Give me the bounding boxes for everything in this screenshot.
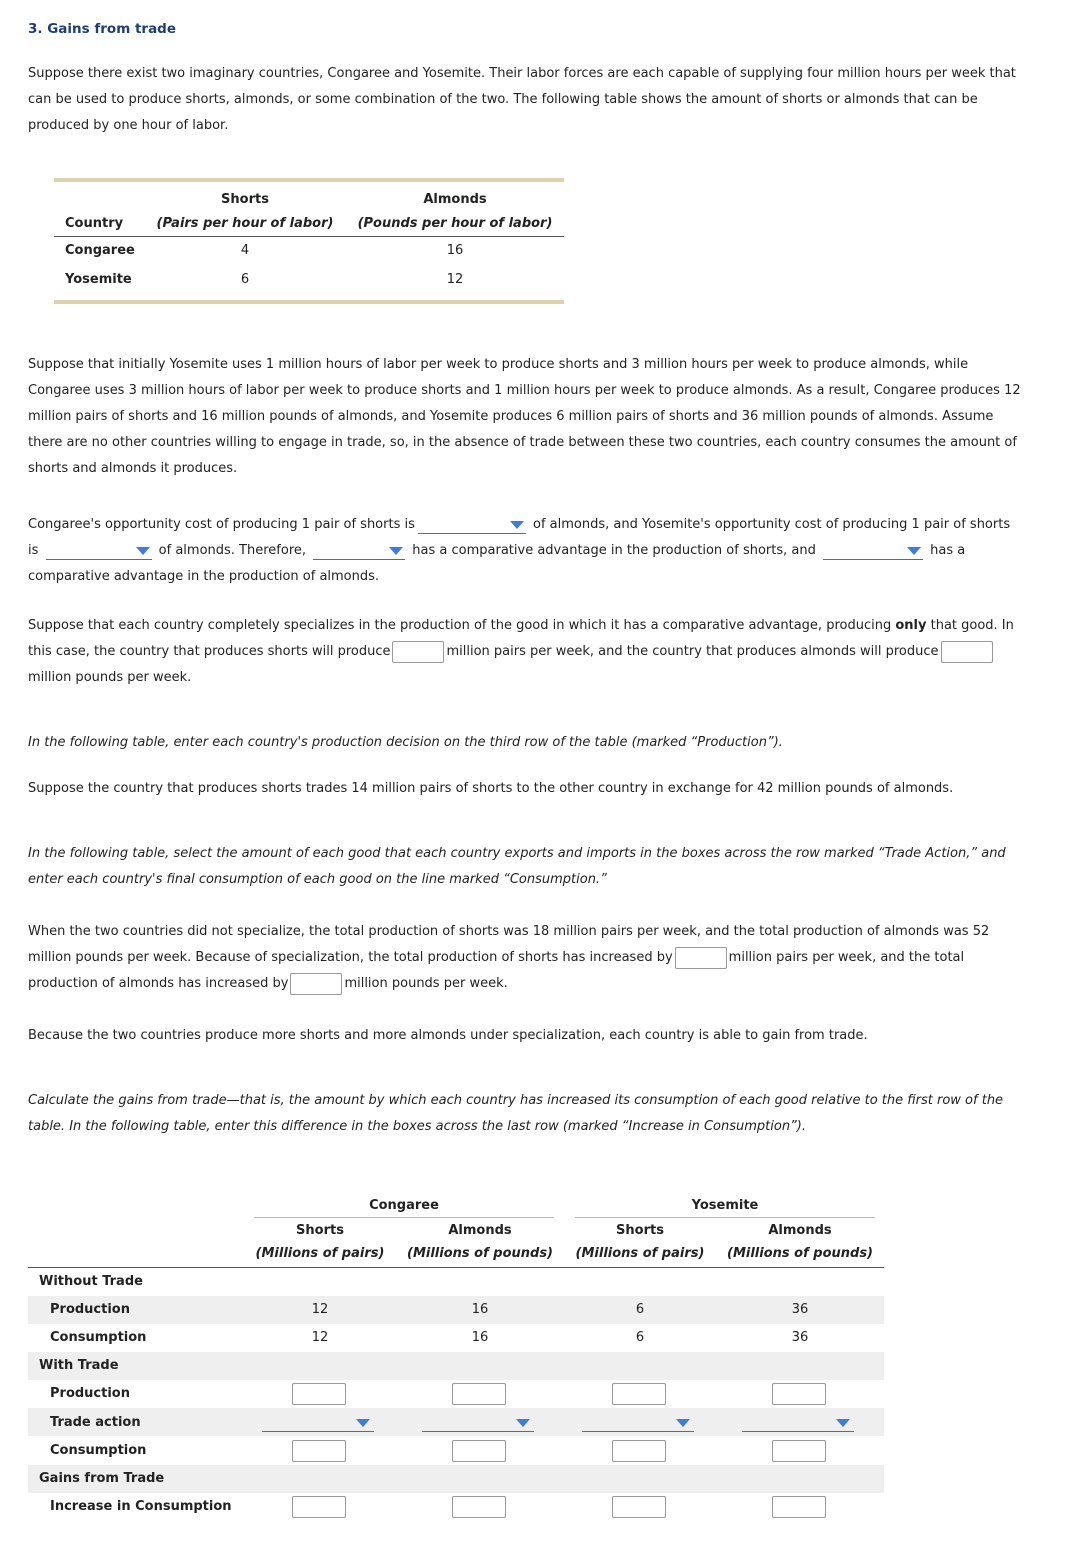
row-shorts-value: 4	[240, 243, 250, 258]
yosemite-shorts-increase-input[interactable]	[612, 1496, 666, 1518]
col-unit: (Millions of pounds)	[727, 1246, 873, 1261]
section-with-trade: With Trade	[39, 1358, 119, 1373]
intro-paragraph: Suppose there exist two imaginary countries, Congaree and Yosemite. Their labor forces are each capable of supplying four million hours per week that can be used to produce shorts, almonds, or some combination of the two. The following table shows the amount of shorts or almonds that can be produced by one hour of labor.	[28, 66, 1016, 133]
col-header: Shorts	[296, 1223, 344, 1238]
production-instruction: In the following table, enter each country's production decision on the third row of the table (marked “Production”).	[28, 735, 783, 750]
yosemite-shorts-consumption: 6	[635, 1330, 645, 1345]
yosemite-shorts-consumption-input[interactable]	[612, 1440, 666, 1462]
row-shorts-value: 6	[240, 272, 250, 287]
row-label-production: Production	[50, 1386, 130, 1401]
col-unit: (Millions of pairs)	[255, 1246, 385, 1261]
yosemite-opportunity-cost-dropdown[interactable]	[46, 542, 152, 560]
opportunity-cost-paragraph: Congaree's opportunity cost of producing 1 pair of shorts is of almonds, and Yosemite's opportunity cost of producing 1 pair of shorts is of almonds. Therefore, has a comparative advantage in the production of shorts, and has a comparative advantage in the production of almonds.	[28, 517, 1011, 584]
gains-instruction: Calculate the gains from trade—that is, the amount by which each country has increased its consumption of each good relative to the first row of the table. In the following table, enter this difference in the boxes across the last row (marked “Increase in Consumption”).	[28, 1093, 1004, 1134]
almonds-production-input[interactable]	[941, 641, 993, 663]
group-header-yosemite: Yosemite	[691, 1198, 759, 1213]
yosemite-almonds-trade-dropdown[interactable]	[742, 1414, 854, 1432]
table-bottom-border	[54, 300, 564, 304]
shorts-unit-header: (Pairs per hour of labor)	[156, 216, 334, 231]
row-label-trade-action: Trade action	[50, 1415, 141, 1430]
row-label-consumption: Consumption	[50, 1443, 147, 1458]
yosemite-almonds-consumption-input[interactable]	[772, 1440, 826, 1462]
yosemite-almonds-consumption: 36	[791, 1330, 809, 1345]
congaree-shorts-consumption: 12	[311, 1330, 329, 1345]
row-almonds-value: 16	[446, 243, 464, 258]
shorts-header: Shorts	[221, 192, 269, 207]
congaree-almonds-increase-input[interactable]	[452, 1496, 506, 1518]
chevron-down-icon	[907, 547, 921, 555]
shorts-advantage-country-dropdown[interactable]	[313, 542, 405, 560]
col-header: Almonds	[768, 1223, 832, 1238]
shorts-increase-input[interactable]	[675, 947, 727, 969]
col-unit: (Millions of pounds)	[407, 1246, 553, 1261]
row-almonds-value: 12	[446, 272, 464, 287]
group-header-congaree: Congaree	[369, 1198, 439, 1213]
group-divider	[575, 1217, 875, 1218]
congaree-almonds-consumption: 16	[471, 1330, 489, 1345]
row-country: Congaree	[65, 243, 135, 258]
chevron-down-icon	[516, 1419, 530, 1427]
row-background	[28, 1352, 884, 1380]
congaree-shorts-production-input[interactable]	[292, 1383, 346, 1405]
table-top-border	[54, 178, 564, 182]
trade-instruction: In the following table, select the amount of each good that each country exports and imports in the boxes across the row marked “Trade Action,” and enter each country's final consumption of each good on the line marked “Consumption.”	[28, 846, 1006, 887]
congaree-shorts-production: 12	[311, 1302, 329, 1317]
header-divider	[54, 236, 564, 237]
chevron-down-icon	[389, 547, 403, 555]
chevron-down-icon	[510, 521, 524, 529]
chevron-down-icon	[356, 1419, 370, 1427]
header-divider	[28, 1267, 884, 1268]
yosemite-shorts-trade-dropdown[interactable]	[582, 1414, 694, 1432]
almonds-advantage-country-dropdown[interactable]	[823, 542, 923, 560]
chevron-down-icon	[676, 1419, 690, 1427]
congaree-almonds-production: 16	[471, 1302, 489, 1317]
chevron-down-icon	[136, 547, 150, 555]
almonds-unit-header: (Pounds per hour of labor)	[357, 216, 553, 231]
row-label-increase: Increase in Consumption	[50, 1499, 232, 1514]
shorts-production-input[interactable]	[392, 641, 444, 663]
almonds-increase-input[interactable]	[290, 973, 342, 995]
col-header: Almonds	[448, 1223, 512, 1238]
trade-sentence: Suppose the country that produces shorts trades 14 million pairs of shorts to the other country in exchange for 42 million pounds of almonds.	[28, 781, 954, 796]
congaree-shorts-trade-dropdown[interactable]	[262, 1414, 374, 1432]
yosemite-shorts-production: 6	[635, 1302, 645, 1317]
congaree-shorts-consumption-input[interactable]	[292, 1440, 346, 1462]
col-header: Shorts	[616, 1223, 664, 1238]
almonds-header: Almonds	[423, 192, 487, 207]
section-without-trade: Without Trade	[39, 1274, 143, 1289]
specialization-paragraph: Suppose that each country completely specializes in the production of the good in which it has a comparative advantage, producing only that good. In this case, the country that produces shorts will produce million pairs per week, and the country that produces almonds will produce million pounds per week.	[28, 618, 1014, 685]
row-label-production: Production	[50, 1302, 130, 1317]
country-header: Country	[65, 216, 124, 231]
group-divider	[254, 1217, 554, 1218]
congaree-almonds-consumption-input[interactable]	[452, 1440, 506, 1462]
col-unit: (Millions of pairs)	[575, 1246, 705, 1261]
congaree-shorts-increase-input[interactable]	[292, 1496, 346, 1518]
section-heading: 3. Gains from trade	[28, 21, 176, 37]
chevron-down-icon	[836, 1419, 850, 1427]
initial-production-paragraph: Suppose that initially Yosemite uses 1 million hours of labor per week to produce shorts and 3 million hours per week to produce almonds, while Congaree uses 3 million hours of labor per week to produce shorts and 1 million hours per week to produce almonds. As a result, Congaree produces 12 million pairs of shorts and 16 million pounds of almonds, and Yosemite produces 6 million pairs of shorts and 36 million pounds of almonds. Assume there are no other countries willing to engage in trade, so, in the absence of trade between these two countries, each country consumes the amount of shorts and almonds it produces.	[28, 357, 1021, 476]
congaree-almonds-production-input[interactable]	[452, 1383, 506, 1405]
yosemite-shorts-production-input[interactable]	[612, 1383, 666, 1405]
row-country: Yosemite	[65, 272, 132, 287]
congaree-almonds-trade-dropdown[interactable]	[422, 1414, 534, 1432]
yosemite-almonds-production-input[interactable]	[772, 1383, 826, 1405]
row-label-consumption: Consumption	[50, 1330, 147, 1345]
congaree-opportunity-cost-dropdown[interactable]	[418, 516, 526, 534]
yosemite-almonds-production: 36	[791, 1302, 809, 1317]
yosemite-almonds-increase-input[interactable]	[772, 1496, 826, 1518]
gain-sentence: Because the two countries produce more shorts and more almonds under specialization, each country is able to gain from trade.	[28, 1028, 868, 1043]
section-gains-from-trade: Gains from Trade	[39, 1471, 165, 1486]
totals-paragraph: When the two countries did not specialize, the total production of shorts was 18 million pairs per week, and the total production of almonds was 52 million pounds per week. Because of specialization, the total production of shorts has increased by million pairs per week, and the total production of almonds has increased by million pounds per week.	[28, 919, 1038, 997]
